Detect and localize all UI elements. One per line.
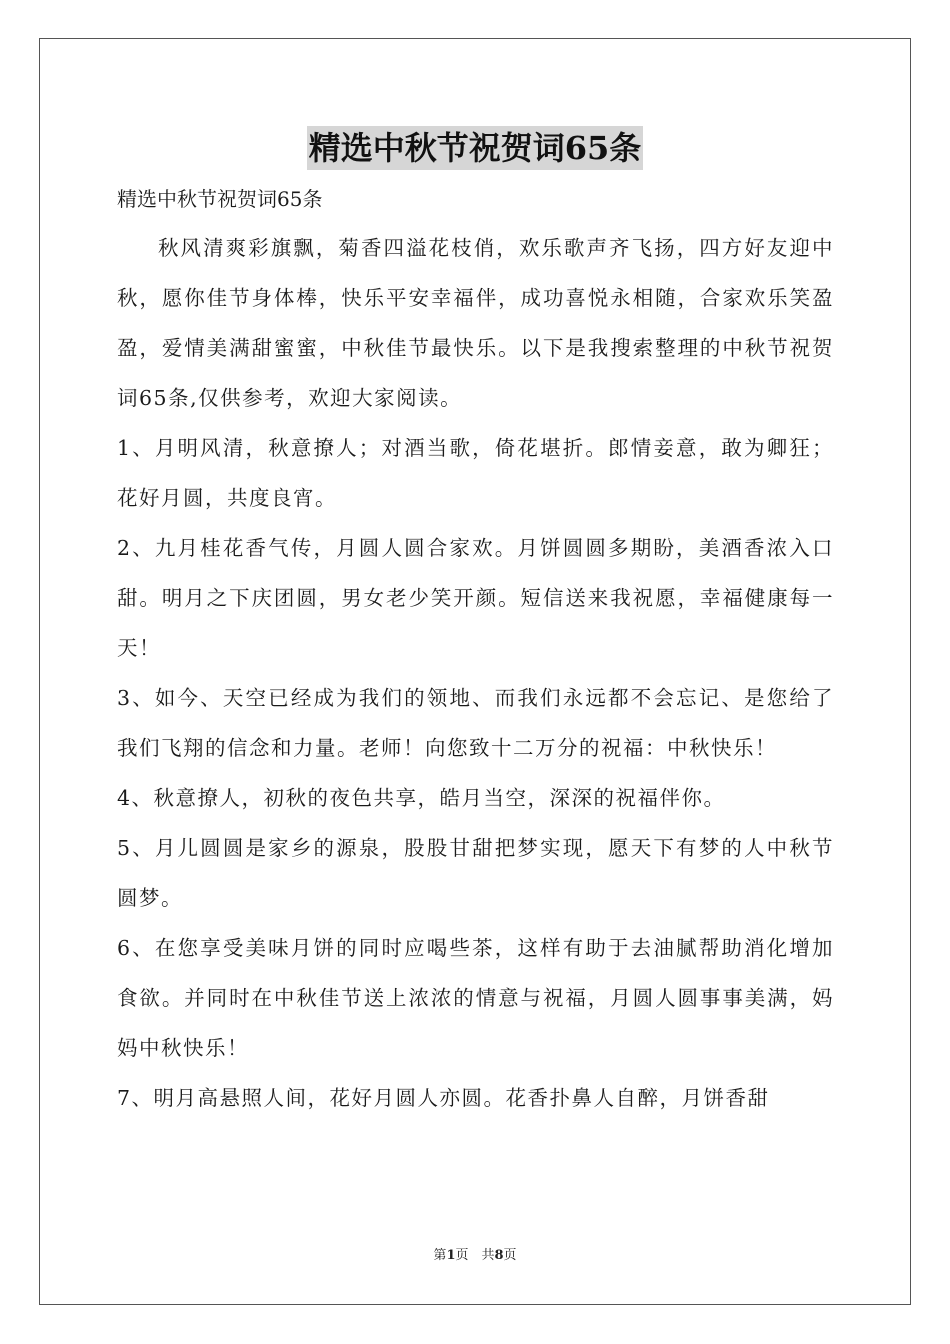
title-container <box>0 126 950 170</box>
list-item: 7、明月高悬照人间，花好月圆人亦圆。花香扑鼻人自醉，月饼香甜 <box>117 1086 770 1110</box>
document-body <box>117 223 834 1123</box>
document-title: 精选中秋节祝贺词65条 <box>307 126 644 170</box>
page-footer <box>0 1247 950 1265</box>
list-item: 1、月明风清，秋意撩人；对酒当歌，倚花堪折。郎情妾意，敢为卿狂；花好月圆，共度良宵。 <box>117 436 834 510</box>
page-prefix: 第 <box>433 1248 447 1263</box>
page-mid: 页 共 <box>455 1248 495 1263</box>
list-item: 4、秋意撩人，初秋的夜色共享，皓月当空，深深的祝福伴你。 <box>117 786 726 810</box>
list-item: 2、九月桂花香气传，月圆人圆合家欢。月饼圆圆多期盼，美酒香浓入口甜。明月之下庆团圆，男女老少笑开颜。短信送来我祝愿，幸福健康每一天！ <box>117 536 834 660</box>
list-item: 5、月儿圆圆是家乡的源泉，股股甘甜把梦实现，愿天下有梦的人中秋节圆梦。 <box>117 836 834 910</box>
list-item: 6、在您享受美味月饼的同时应喝些茶，这样有助于去油腻帮助消化增加食欲。并同时在中秋佳节送上浓浓的情意与祝福，月圆人圆事事美满，妈妈中秋快乐！ <box>117 936 834 1060</box>
current-page-number: 1 <box>446 1248 456 1263</box>
page-suffix: 页 <box>503 1248 517 1263</box>
list-item: 3、如今、天空已经成为我们的领地、而我们永远都不会忘记、是您给了我们飞翔的信念和力量。老师！向您致十二万分的祝福：中秋快乐！ <box>117 686 834 760</box>
intro-paragraph: 秋风清爽彩旗飘，菊香四溢花枝俏，欢乐歌声齐飞扬，四方好友迎中秋，愿你佳节身体棒，快乐平安幸福伴，成功喜悦永相随，合家欢乐笑盈盈，爱情美满甜蜜蜜，中秋佳节最快乐。以下是我搜索整理的中秋节祝贺词65条,仅供参考，欢迎大家阅读。 <box>117 236 834 410</box>
document-subtitle: 精选中秋节祝贺词65条 <box>117 187 323 211</box>
total-pages-number: 8 <box>494 1248 504 1263</box>
